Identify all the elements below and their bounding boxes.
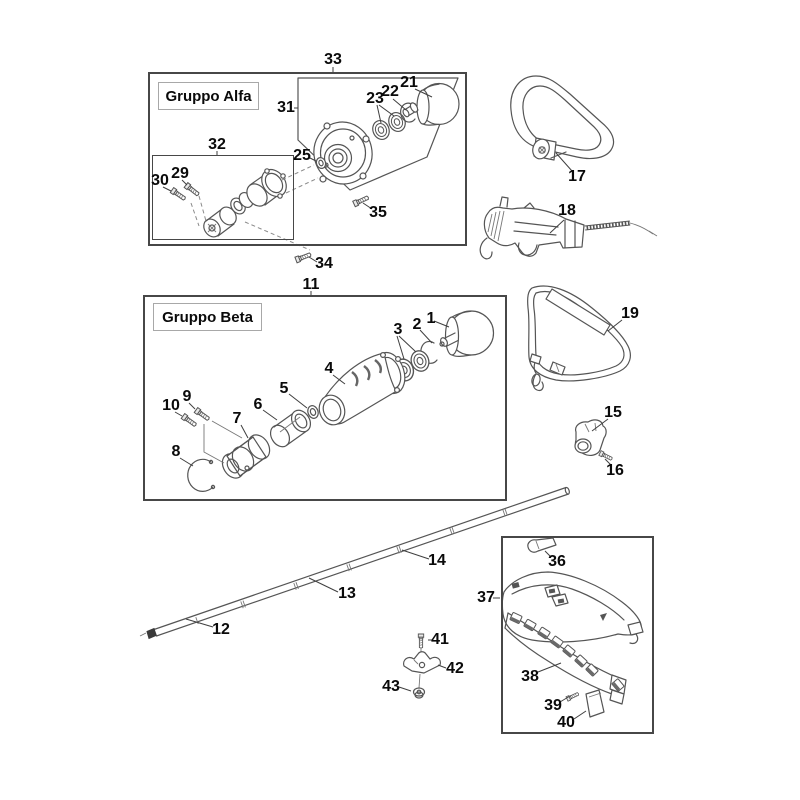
part-label-11: 11 [302, 276, 320, 293]
part-label-17: 17 [568, 168, 586, 185]
part-31-housing [308, 117, 378, 190]
part-label-9: 9 [182, 388, 192, 405]
part-label-12: 12 [212, 621, 230, 638]
part-label-33: 33 [324, 51, 342, 68]
part-label-14: 14 [428, 552, 446, 569]
part-8-snap-ring [188, 459, 215, 491]
part-36-clip [528, 538, 556, 552]
part-label-1: 1 [426, 310, 436, 327]
part-label-32: 32 [208, 136, 226, 153]
part-43-nut [414, 688, 425, 698]
part-37-guard-shell [502, 572, 643, 643]
part-19-harness [528, 286, 631, 390]
group-label-beta [153, 303, 262, 331]
part-label-6: 6 [253, 396, 263, 413]
part-label-30: 30 [151, 172, 169, 189]
part-label-29: 29 [171, 165, 189, 182]
part-label-38: 38 [521, 668, 539, 685]
part-7-clamp-tube [218, 431, 274, 482]
part-label-7: 7 [232, 410, 242, 427]
part-label-23: 23 [366, 90, 384, 107]
part-label-19: 19 [621, 305, 639, 322]
part-35-screw [353, 195, 370, 207]
part-30-screw [170, 188, 186, 202]
part-label-39: 39 [544, 697, 562, 714]
part-label-42: 42 [446, 660, 464, 677]
part-label-22: 22 [381, 83, 399, 100]
part-label-5: 5 [279, 380, 289, 397]
part-label-8: 8 [171, 443, 181, 460]
part-label-34: 34 [315, 255, 333, 272]
beta-assembly-region [181, 311, 493, 491]
part-label-41: 41 [431, 631, 449, 648]
part-label-18: 18 [558, 202, 576, 219]
part-17-loop-handle [511, 76, 614, 161]
group-label-alfa [158, 82, 259, 110]
part-label-15: 15 [604, 404, 622, 421]
part-label-2: 2 [412, 316, 422, 333]
part-1-drum [439, 311, 493, 356]
part-15-hanger [575, 420, 606, 455]
part-41-screw [418, 634, 423, 648]
guard-region [502, 538, 643, 717]
part-label-21: 21 [400, 74, 418, 91]
part-39-screw [566, 691, 579, 701]
part-label-36: 36 [548, 553, 566, 570]
group-label-beta-text: Gruppo Beta [162, 308, 253, 326]
part-label-16: 16 [606, 462, 624, 479]
part-label-31: 31 [277, 99, 295, 116]
part-label-10: 10 [162, 397, 180, 414]
part-9-screw [194, 408, 210, 422]
part-label-25: 25 [293, 147, 311, 164]
alfa-guide-lines [191, 165, 318, 250]
part-label-35: 35 [369, 204, 387, 221]
part-label-40: 40 [557, 714, 575, 731]
part-42-bracket [404, 652, 441, 673]
part-10-screw [181, 414, 197, 428]
part-label-13: 13 [338, 585, 356, 602]
part-6-sleeve [267, 407, 315, 451]
part-label-4: 4 [324, 360, 334, 377]
part-40-blade [586, 690, 604, 717]
group-label-alfa-text: Gruppo Alfa [165, 87, 252, 105]
part-label-3: 3 [393, 321, 403, 338]
part-label-37: 37 [477, 589, 495, 606]
part-label-43: 43 [382, 678, 400, 695]
